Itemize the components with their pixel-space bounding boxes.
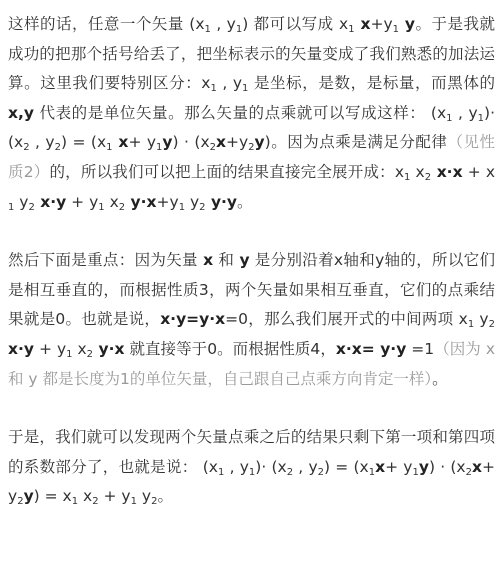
bold-vector: x [203, 251, 214, 270]
text: +y [8, 457, 495, 506]
subscript: 2 [248, 142, 255, 154]
subscript: 1 [98, 201, 105, 213]
text: x [72, 339, 87, 358]
bold-vector: y·x [93, 339, 125, 358]
bold-vector: y [254, 133, 265, 152]
text: 是分别沿着x轴和y轴的，所以它们是相互垂直的，而根据性质3，两个矢量如果相互垂直，它们的点乘结果就是0。也就是说， [8, 251, 495, 329]
subscript: 2 [151, 496, 158, 508]
text: , y [210, 15, 236, 33]
bold-vector: x·y [34, 192, 67, 211]
subscript: 1 [392, 24, 400, 35]
text: x [410, 162, 425, 181]
text: 。 [157, 487, 173, 506]
text: + y [98, 487, 131, 506]
subscript: 2 [23, 142, 30, 154]
text: )。因为点乘是满足分配律 [264, 133, 448, 152]
subscript: 2 [118, 201, 126, 213]
text: 。 [237, 192, 253, 211]
subscript: 1 [178, 201, 186, 213]
bold-vector: y [399, 15, 416, 33]
subscript: 1 [368, 466, 376, 478]
subscript: 1 [210, 83, 217, 95]
subscript: 2 [28, 201, 35, 213]
bold-vector: y [162, 133, 173, 152]
subscript: 1 [412, 466, 419, 478]
text: + y [128, 133, 157, 152]
text: + y [34, 339, 67, 358]
bold-vector: y·y [205, 192, 238, 211]
paragraph-2 [8, 246, 495, 394]
text: 。于是我就成功的把那个括号给丢了，把坐标表示的矢量变成了我们熟悉的加法运算。这里我们要特别区分：x [8, 15, 495, 93]
subscript: 2 [92, 496, 99, 508]
text: +y [156, 192, 179, 211]
subscript: 1 [477, 112, 485, 124]
text: ) · (x [428, 457, 466, 476]
subscript: 1 [404, 171, 411, 183]
text: + y [385, 457, 413, 476]
bold-vector: x·x [431, 162, 463, 181]
text: 代表的是单位矢量。那么矢量的点乘就可以写成这样： (x [34, 103, 447, 122]
subscript: 2 [286, 466, 294, 478]
text: y [14, 192, 29, 211]
bold-vector: x [354, 15, 371, 33]
paragraph-1 [8, 10, 495, 217]
subscript: 1 [106, 142, 113, 154]
bold-vector: y [418, 457, 429, 476]
text: , y [293, 457, 318, 476]
text: y [185, 192, 200, 211]
subscript: 1 [66, 348, 73, 360]
text: x [78, 487, 93, 506]
text: +y [370, 15, 393, 33]
text: 是坐标，是数，是标量，而黑体的 [248, 74, 495, 93]
subscript: 1 [235, 24, 243, 35]
bold-vector: y [23, 487, 34, 506]
subscript: 1 [156, 142, 163, 154]
subscript: 2 [17, 496, 24, 508]
text: 就直接等于0。而根据性质4， [124, 339, 336, 358]
text: =0，那么我们展开式的中间两项 x [225, 310, 468, 329]
subscript: 1 [242, 83, 249, 95]
subscript: 1 [204, 24, 211, 35]
text: ) = (x [324, 457, 369, 476]
subscript: 1 [130, 496, 137, 508]
text: =1 [406, 339, 435, 358]
text: 然后下面是重点：因为矢量 [8, 251, 204, 270]
bold-vector: x [216, 133, 226, 152]
note-text: （因为 x 和 y 都是长度为1的单位矢量，自己跟自己点乘方向肯定一样） [8, 339, 495, 388]
text: 于是，我们就可以发现两个矢量点乘之后的结果只剩下第一项和第四项的系数部分了，也就是说： (x [8, 428, 495, 476]
text: ) = (x [60, 133, 107, 152]
text: , y [29, 133, 55, 152]
text: x [104, 192, 119, 211]
paragraph-3 [8, 423, 495, 512]
subscript: 1 [248, 466, 256, 478]
text: y [474, 310, 489, 329]
subscript: 1 [446, 112, 453, 124]
text: + x [462, 162, 495, 181]
bold-vector: x [471, 457, 482, 476]
subscript: 2 [488, 319, 495, 331]
subscript: 2 [199, 201, 206, 213]
text: , y [216, 74, 243, 93]
subscript: 1 [8, 201, 15, 213]
text: +y [226, 133, 249, 152]
bold-vector: x [112, 133, 129, 152]
text: , y [452, 103, 478, 122]
subscript: 2 [317, 466, 324, 478]
bold-vector: x·y=y·x [160, 310, 226, 329]
subscript: 2 [209, 142, 216, 154]
note-text: （见性质2） [8, 133, 495, 181]
text: ) 都可以写成 x [242, 15, 349, 33]
text: + y [66, 192, 99, 211]
text: y [136, 487, 152, 506]
text: 和 [213, 251, 240, 270]
bold-vector: y [239, 251, 250, 270]
text: ) = x [33, 487, 72, 506]
text: ) · (x [172, 133, 210, 152]
subscript: 1 [71, 496, 79, 508]
subscript: 2 [465, 466, 472, 478]
text: , y [224, 457, 249, 476]
subscript: 2 [86, 348, 94, 360]
subscript: 1 [348, 24, 355, 35]
subscript: 1 [217, 466, 225, 478]
subscript: 1 [467, 319, 475, 331]
text: )· (x [8, 103, 495, 152]
text: 的，所以我们可以把上面的结果直接完全展开成：x [49, 162, 405, 181]
bold-vector: x [375, 457, 386, 476]
text: 。 [432, 369, 448, 388]
bold-vector: x,y [8, 103, 34, 122]
subscript: 2 [424, 171, 432, 183]
bold-vector: x·y [8, 339, 34, 358]
bold-vector: y·x [125, 192, 157, 211]
text: 这样的话，任意一个矢量 (x [8, 15, 205, 33]
text: )· (x [255, 457, 287, 476]
bold-vector: x·x= y·y [335, 339, 407, 358]
subscript: 2 [54, 142, 61, 154]
